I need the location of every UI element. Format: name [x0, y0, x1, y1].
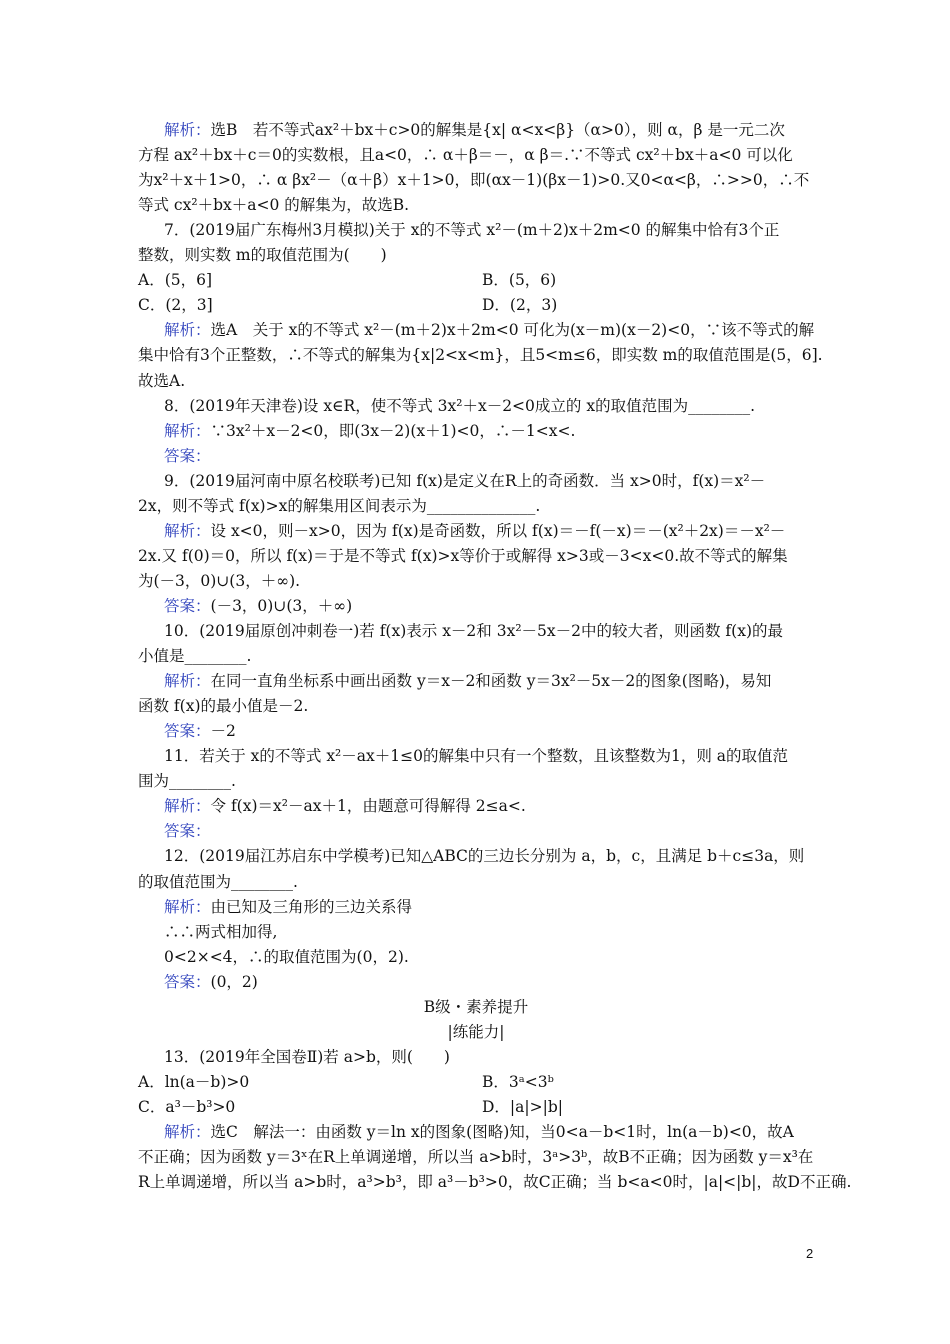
- line-text: 为(－3，0)∪(3，＋∞).: [138, 571, 301, 590]
- text-line: [164, 844, 804, 868]
- line-text: 的取值范围为________.: [138, 872, 298, 891]
- answer-label: 解析：: [164, 797, 211, 816]
- text-line: [164, 819, 211, 843]
- text-line: [138, 870, 298, 894]
- text-line: [164, 619, 783, 643]
- text-line: [164, 719, 236, 743]
- line-text: 选A 关于 x的不等式 x²－(m＋2)x＋2m<0 可化为(x－m)(x－2)<0，∵该不等式的解: [210, 321, 815, 340]
- text-line: [138, 644, 251, 668]
- line-text: 13．(2019年全国卷Ⅱ)若 a>b，则( ): [164, 1047, 450, 1066]
- option-right: D．|a|>|b|: [482, 1097, 563, 1116]
- line-text: 由已知及三角形的三边关系得: [210, 897, 413, 916]
- answer-label: 解析：: [164, 672, 211, 691]
- text-line: [164, 318, 814, 342]
- option-right: B．(5，6): [482, 271, 557, 290]
- line-text: (0，2): [210, 972, 258, 991]
- line-text: ∴∴两式相加得,: [164, 922, 278, 941]
- text-line: [138, 268, 212, 292]
- line-text: 方程 ax²＋bx＋c＝0的实数根，且a<0，∴ α＋β＝－，α β＝.∵不等式 cx²＋bx＋a<0 可以化: [138, 146, 793, 165]
- text-line: [164, 118, 785, 142]
- line-text: 2x，则不等式 f(x)>x的解集用区间表示为______________.: [138, 496, 541, 515]
- text-line: [138, 1145, 813, 1169]
- text-line: [164, 744, 788, 768]
- text-line: [164, 945, 409, 969]
- line-text: R上单调递增，所以当 a>b时，a³>b³，即 a³－b³>0，故C正确；当 b<a<0时，|a|<|b|，故D不正确.: [138, 1173, 852, 1192]
- text-line: [164, 895, 412, 919]
- text-line: [138, 1170, 851, 1194]
- text-line: [138, 544, 788, 568]
- line-text: 选C 解法一：由函数 y＝ln x的图象(图略)知，当0<a－b<1时，ln(a－b)<0，故A: [210, 1123, 794, 1141]
- text-line: [164, 970, 258, 994]
- line-text: 故选A.: [138, 371, 186, 390]
- answer-label: 解析：: [164, 121, 211, 139]
- line-text: C．a³－b³>0: [138, 1097, 236, 1116]
- line-text: 小值是________.: [138, 647, 252, 666]
- section-heading: [138, 1020, 814, 1044]
- line-text: 7．(2019届广东梅州3月模拟)关于 x的不等式 x²－(m＋2)x＋2m<0 的解集中恰有3个正: [164, 221, 780, 240]
- text-line: [138, 1070, 249, 1094]
- text-line: [164, 594, 352, 618]
- answer-label: 答案：: [164, 822, 211, 841]
- line-text: －2: [210, 722, 236, 741]
- answer-label: 解析：: [164, 421, 211, 440]
- text-line: [138, 494, 540, 518]
- answer-label: 答案：: [164, 722, 211, 741]
- line-text: 11．若关于 x的不等式 x²－ax＋1≤0的解集中只有一个整数，且该整数为1，则 a的取值范: [164, 747, 788, 766]
- section-heading: [138, 995, 814, 1019]
- line-text: ∵3x²＋x－2<0，即(3x－2)(x＋1)<0，∴－1<x<.: [210, 421, 576, 440]
- text-line: [164, 1045, 450, 1069]
- line-text: 围为________.: [138, 772, 236, 791]
- answer-label: 解析：: [164, 1123, 211, 1141]
- text-line: [164, 444, 211, 468]
- answer-label: 解析：: [164, 897, 211, 916]
- text-line: [138, 1095, 235, 1119]
- text-line: [164, 469, 765, 493]
- answer-label: 答案：: [164, 446, 211, 465]
- answer-label: 解析：: [164, 521, 211, 540]
- line-text: 集中恰有3个正整数，∴不等式的解集为{x|2<x<m}，且5<m≤6，即实数 m的取值范围是(5，6].: [138, 346, 823, 365]
- text-line: [138, 694, 308, 718]
- text-line: [138, 293, 213, 317]
- line-text: |练能力|: [447, 1022, 505, 1041]
- option-right: D．(2，3): [482, 296, 558, 315]
- line-text: 2x.又 f(0)＝0，所以 f(x)＝于是不等式 f(x)>x等价于或解得 x>3或－3<x<0.故不等式的解集: [138, 546, 788, 565]
- line-text: A．ln(a－b)>0: [138, 1072, 250, 1091]
- line-text: 不正确；因为函数 y＝3ˣ在R上单调递增，所以当 a>b时，3ᵃ>3ᵇ，故B不正确；因为函数 y＝x³在: [138, 1148, 814, 1167]
- line-text: 10．(2019届原创冲刺卷一)若 f(x)表示 x－2和 3x²－5x－2中的较大者，则函数 f(x)的最: [164, 622, 784, 640]
- line-text: 0<2×<4，∴的取值范围为(0，2).: [164, 947, 409, 966]
- line-text: 为x²＋x＋1>0，∴ α βx²－（α＋β）x＋1>0，即(αx－1)(βx－1)>0.又0<α<β，∴>>0，∴不: [138, 171, 810, 190]
- line-text: 令 f(x)＝x²－ax＋1，由题意可得解得 2≤a<.: [210, 797, 526, 816]
- text-line: [164, 794, 526, 818]
- line-text: (－3，0)∪(3，＋∞): [210, 596, 353, 615]
- line-text: 8．(2019年天津卷)设 x∈R，使不等式 3x²＋x－2<0成立的 x的取值范围为________.: [164, 396, 756, 415]
- text-line: [138, 343, 823, 367]
- text-line: [164, 218, 779, 242]
- text-line: [164, 669, 771, 693]
- line-text: C．(2，3]: [138, 296, 213, 315]
- line-text: 在同一直角坐标系中画出函数 y＝x－2和函数 y＝3x²－5x－2的图象(图略)，易知: [210, 672, 772, 691]
- text-line: [138, 569, 300, 593]
- line-text: A．(5，6]: [138, 271, 213, 290]
- line-text: 9．(2019届河南中原名校联考)已知 f(x)是定义在R上的奇函数．当 x>0时，f(x)＝x²－: [164, 471, 766, 490]
- text-line: [138, 143, 793, 167]
- text-line: [164, 920, 277, 944]
- answer-label: 答案：: [164, 972, 211, 991]
- text-line: [164, 394, 755, 418]
- line-text: 整数，则实数 m的取值范围为( ): [138, 246, 387, 265]
- line-text: 设 x<0，则－x>0，因为 f(x)是奇函数，所以 f(x)＝－f(－x)＝－(x²＋2x)＝－x²－: [210, 521, 786, 540]
- line-text: B级・素养提升: [423, 997, 529, 1016]
- text-line: [138, 243, 387, 267]
- option-right: B．3ᵃ<3ᵇ: [482, 1072, 554, 1091]
- answer-label: 答案：: [164, 596, 211, 615]
- text-line: [138, 769, 236, 793]
- text-line: [164, 1120, 794, 1144]
- line-text: 等式 cx²＋bx＋a<0 的解集为，故选B.: [138, 196, 410, 215]
- text-line: [164, 519, 785, 543]
- text-line: [164, 419, 575, 443]
- text-line: [138, 193, 409, 217]
- line-text: 12．(2019届江苏启东中学模考)已知△ABC的三边长分别为 a，b，c，且满足 b＋c≤3a，则: [164, 847, 805, 866]
- text-line: [138, 168, 809, 192]
- page-number: 2: [806, 1246, 814, 1261]
- line-text: 函数 f(x)的最小值是－2.: [138, 697, 309, 716]
- line-text: 选B 若不等式ax²＋bx＋c>0的解集是{x| α<x<β}（α>0），则 α，β 是一元二次: [210, 121, 785, 139]
- text-line: [138, 369, 185, 393]
- answer-label: 解析：: [164, 321, 211, 340]
